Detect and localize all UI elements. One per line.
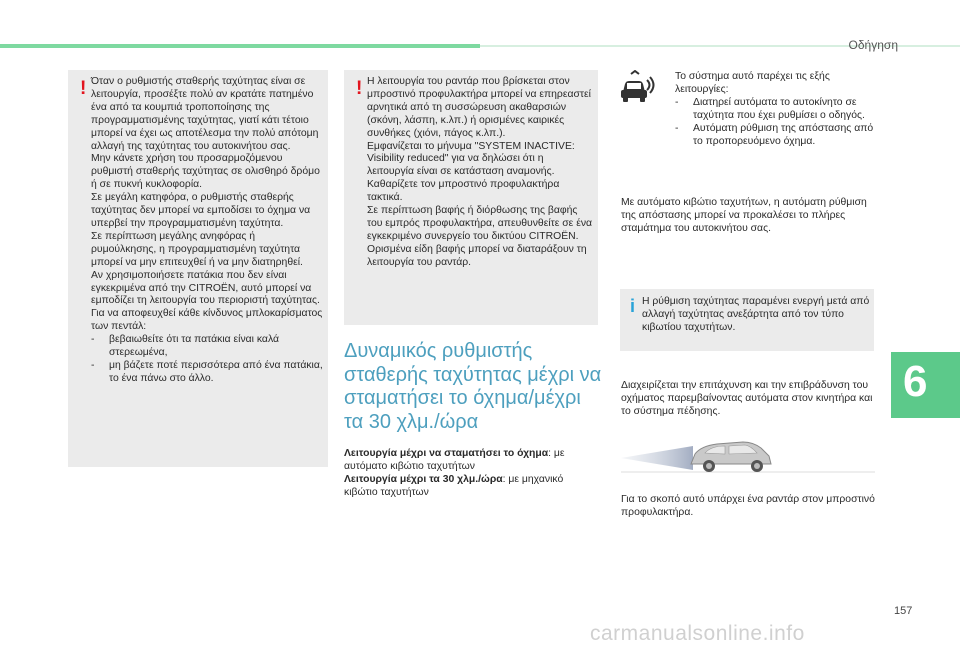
paragraph: Εμφανίζεται το μήνυμα "SYSTEM INACTIVE: Visibility reduced" για να δηλώσει ότι η λειτουργία είναι σε κατάσταση αναμονής. [367, 140, 575, 178]
paragraph-radar-location: Για το σκοπό αυτό υπάρχει ένα ραντάρ στον μπροστινό προφυλακτήρα. [621, 494, 875, 518]
chapter-number: 6 [903, 357, 928, 406]
page-number: 157 [894, 605, 913, 617]
page-section-title: Οδήγηση [848, 38, 898, 52]
list-item: - Αυτόματη ρύθμιση της απόστασης από το προπορευόμενο όχημα. [675, 122, 874, 147]
section-description [344, 448, 594, 500]
paragraph: Αν χρησιμοποιήσετε πατάκια που δεν είναι εγκεκριμένα από την CITROËN, αυτό μπορεί να εμποδίζει τη λειτουργία του περιοριστή ταχύτητας. [91, 269, 320, 307]
paragraph: Σε περίπτωση βαφής ή διόρθωσης της βαφής του εμπρός προφυλακτήρα, απευθυνθείτε σε ένα εγκεκριμένο συνεργείο του δικτύου CITROËN. Ορισμένα είδη βαφής μπορεί να διαταράξουν τη λειτουργία του ραντάρ. [367, 205, 593, 268]
paragraph: Καθαρίζετε τον μπροστινό προφυλακτήρα τακτικά. [367, 179, 560, 204]
paragraph: Λειτουργία μέχρι τα 30 χλμ./ώρα: με μηχανικό κιβώτιο ταχυτήτων [344, 473, 564, 498]
list-item: - Διατηρεί αυτόματα το αυτοκίνητο σε ταχύτητα που έχει ρυθμίσει ο οδηγός. [675, 96, 865, 121]
features-intro [675, 71, 875, 148]
warning-box-text [367, 76, 593, 270]
warning-exclamation-icon: ! [80, 78, 87, 99]
warning-box-radar [344, 70, 598, 325]
warning-exclamation-icon: ! [356, 78, 363, 99]
info-box [620, 289, 874, 351]
watermark: carmanualsonline.info [590, 622, 805, 645]
car-radar-illustration [621, 434, 875, 476]
warning-box-pedals [68, 70, 328, 467]
paragraph: Το σύστημα αυτό παρέχει τις εξής λειτουργίες: [675, 71, 830, 95]
paragraph: Η λειτουργία του ραντάρ που βρίσκεται στον μπροστινό προφυλακτήρα μπορεί να επηρεαστεί αρνητικά από τη συσσώρευση ακαθαρσιών (σκόνη, λάσπη, κ.λπ.) ή ορισμένες καιρικές συνθήκες (χιόνι, πάγος κ.λπ.). [367, 76, 591, 139]
paragraph: Σε περίπτωση μεγάλης ανηφόρας ή ρυμούλκησης, η προγραμματισμένη ταχύτητα μπορεί να μην επιτευχθεί ή να μην διατηρηθεί. [91, 230, 303, 268]
paragraph-acceleration: Διαχειρίζεται την επιτάχυνση και την επιβράδυνση του οχήματος παρεμβαίνοντας αυτόματα στον κινητήρα και το σύστημα πέδησης. [621, 380, 873, 417]
paragraph: Λειτουργία μέχρι να σταματήσει το όχημα: με αυτόματο κιβώτιο ταχυτήτων [344, 448, 565, 472]
info-icon: i [630, 296, 636, 316]
info-text: Η ρύθμιση ταχύτητας παραμένει ενεργή μετά από αλλαγή ταχύτητας ανεξάρτητα από τον τύπο κιβωτίου ταχυτήτων. [642, 296, 870, 333]
header-accent-bar [0, 44, 480, 48]
paragraph: Όταν ο ρυθμιστής σταθερής ταχύτητας είναι σε λειτουργία, προσέξτε πολύ αν κρατάτε πατημένο ένα από τα κουμπιά τροποποίησης της προγραμματισμένης ταχύτητας, γιατί κάτι τέτοιο μπορεί να έχει ως αποτέλεσμα την πολύ απότομη αλλαγή της ταχύτητας του αυτοκινήτου σας. [91, 76, 319, 152]
paragraph-auto-gearbox: Με αυτόματο κιβώτιο ταχυτήτων, η αυτόματη ρύθμιση της απόστασης μπορεί να προκαλέσει το πλήρες σταμάτημα του αυτοκινήτου σας. [621, 197, 867, 234]
paragraph: Σε μεγάλη κατηφόρα, ο ρυθμιστής σταθερής ταχύτητας δεν μπορεί να εμποδίσει το όχημα να υπερβεί την προγραμματισμένη ταχύτητα. [91, 192, 311, 229]
warning-box-text [91, 76, 323, 386]
list-item: - βεβαιωθείτε ότι τα πατάκια είναι καλά στερεωμένα, [91, 334, 279, 359]
list-item: - μη βάζετε ποτέ περισσότερα από ένα πατάκια, το ένα πάνω στο άλλο. [91, 359, 323, 384]
radar-car-icon [617, 70, 657, 104]
paragraph: Μην κάνετε χρήση του προσαρμοζόμενου ρυθμιστή σταθερής ταχύτητας σε ολισθηρό δρόμο ή σε πυκνή κυκλοφορία. [91, 153, 320, 191]
section-heading: Δυναμικός ρυθμιστής σταθερής ταχύτητας μέχρι να σταματήσει το όχημα/μέχρι τα 30 χλμ./ώρα [344, 340, 602, 433]
paragraph: Για να αποφευχθεί κάθε κίνδυνος μπλοκαρίσματος των πεντάλ: [91, 308, 323, 333]
